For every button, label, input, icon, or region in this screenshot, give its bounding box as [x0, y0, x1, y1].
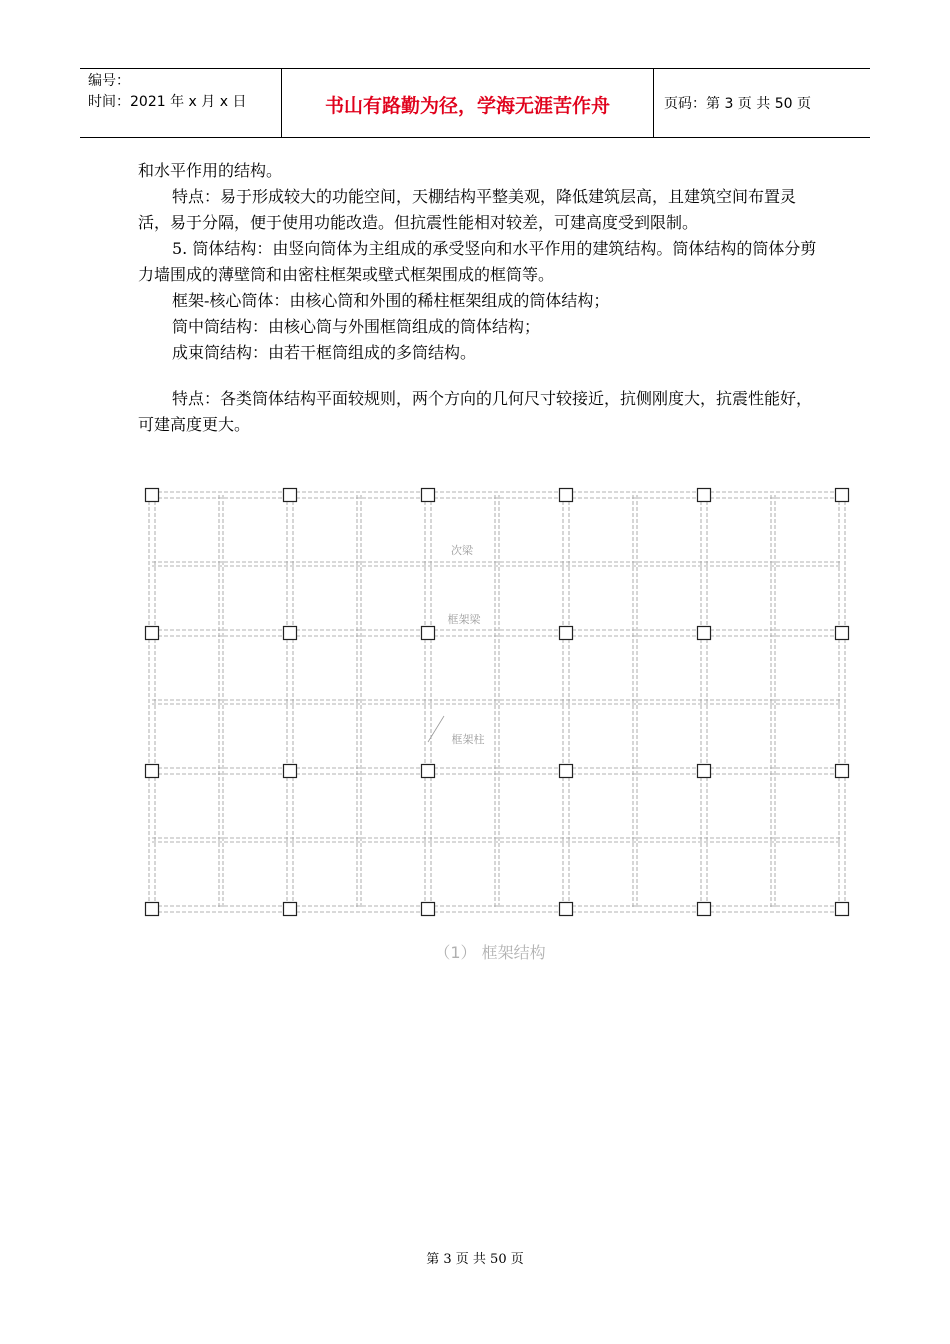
- frame-column: [836, 627, 849, 640]
- frame-column: [836, 765, 849, 778]
- frame-column: [284, 765, 297, 778]
- frame-column: [422, 489, 435, 502]
- frame-structure-figure: [140, 480, 860, 980]
- frame-column: [836, 489, 849, 502]
- frame-column: [698, 627, 711, 640]
- frame-column: [284, 489, 297, 502]
- leader-line: [428, 716, 444, 742]
- frame-beam-label: 框架梁: [447, 613, 481, 626]
- frame-column: [146, 627, 159, 640]
- frame-column-label: 框架柱: [451, 733, 485, 746]
- header-meta: [80, 69, 281, 137]
- frame-column: [422, 903, 435, 916]
- frame-column: [698, 765, 711, 778]
- document-number-label: 编号：: [88, 73, 130, 89]
- frame-structure-plan: [140, 480, 860, 980]
- frame-column: [698, 489, 711, 502]
- frame-column: [284, 627, 297, 640]
- secondary-beam-label: 次梁: [451, 544, 473, 557]
- header-motto: 书山有路勤为径，学海无涯苦作舟: [281, 69, 654, 137]
- body-text: [138, 158, 818, 438]
- frame-column: [560, 765, 573, 778]
- paragraph: 和水平作用的结构。: [138, 161, 283, 180]
- frame-column: [146, 765, 159, 778]
- frame-column: [146, 489, 159, 502]
- frame-column: [836, 903, 849, 916]
- paragraph: 筒中筒结构：由核心筒与外围框筒组成的筒体结构；: [172, 317, 541, 336]
- frame-column: [422, 765, 435, 778]
- frame-column: [146, 903, 159, 916]
- frame-column: [560, 903, 573, 916]
- page-header: [80, 68, 870, 138]
- paragraph: 特点：各类筒体结构平面较规则，两个方向的几何尺寸较接近，抗侧刚度大，抗震性能好，可建高度更大。: [138, 389, 813, 434]
- frame-column: [284, 903, 297, 916]
- paragraph: 框架-核心筒体：由核心筒和外围的稀柱框架组成的筒体结构；: [172, 291, 610, 310]
- paragraph-gap: [138, 366, 818, 386]
- frame-column: [560, 489, 573, 502]
- header-page-info: 页码：第 3 页 共 50 页: [664, 96, 811, 112]
- document-time-label: 时间：2021 年 x 月 x 日: [88, 94, 247, 110]
- frame-column: [560, 627, 573, 640]
- figure-caption: （1） 框架结构: [434, 943, 546, 962]
- frame-column: [422, 627, 435, 640]
- paragraph: 5. 筒体结构：由竖向筒体为主组成的承受竖向和水平作用的建筑结构。筒体结构的筒体分剪力墙围成的薄壁筒和由密柱框架或壁式框架围成的框筒等。: [138, 239, 817, 284]
- frame-column: [698, 903, 711, 916]
- paragraph: 特点：易于形成较大的功能空间，天棚结构平整美观，降低建筑层高，且建筑空间布置灵活，易于分隔，便于使用功能改造。但抗震性能相对较差，可建高度受到限制。: [138, 187, 797, 232]
- page-footer: 第 3 页 共 50 页: [426, 1252, 524, 1267]
- paragraph: 成束筒结构：由若干框筒组成的多筒结构。: [172, 343, 477, 362]
